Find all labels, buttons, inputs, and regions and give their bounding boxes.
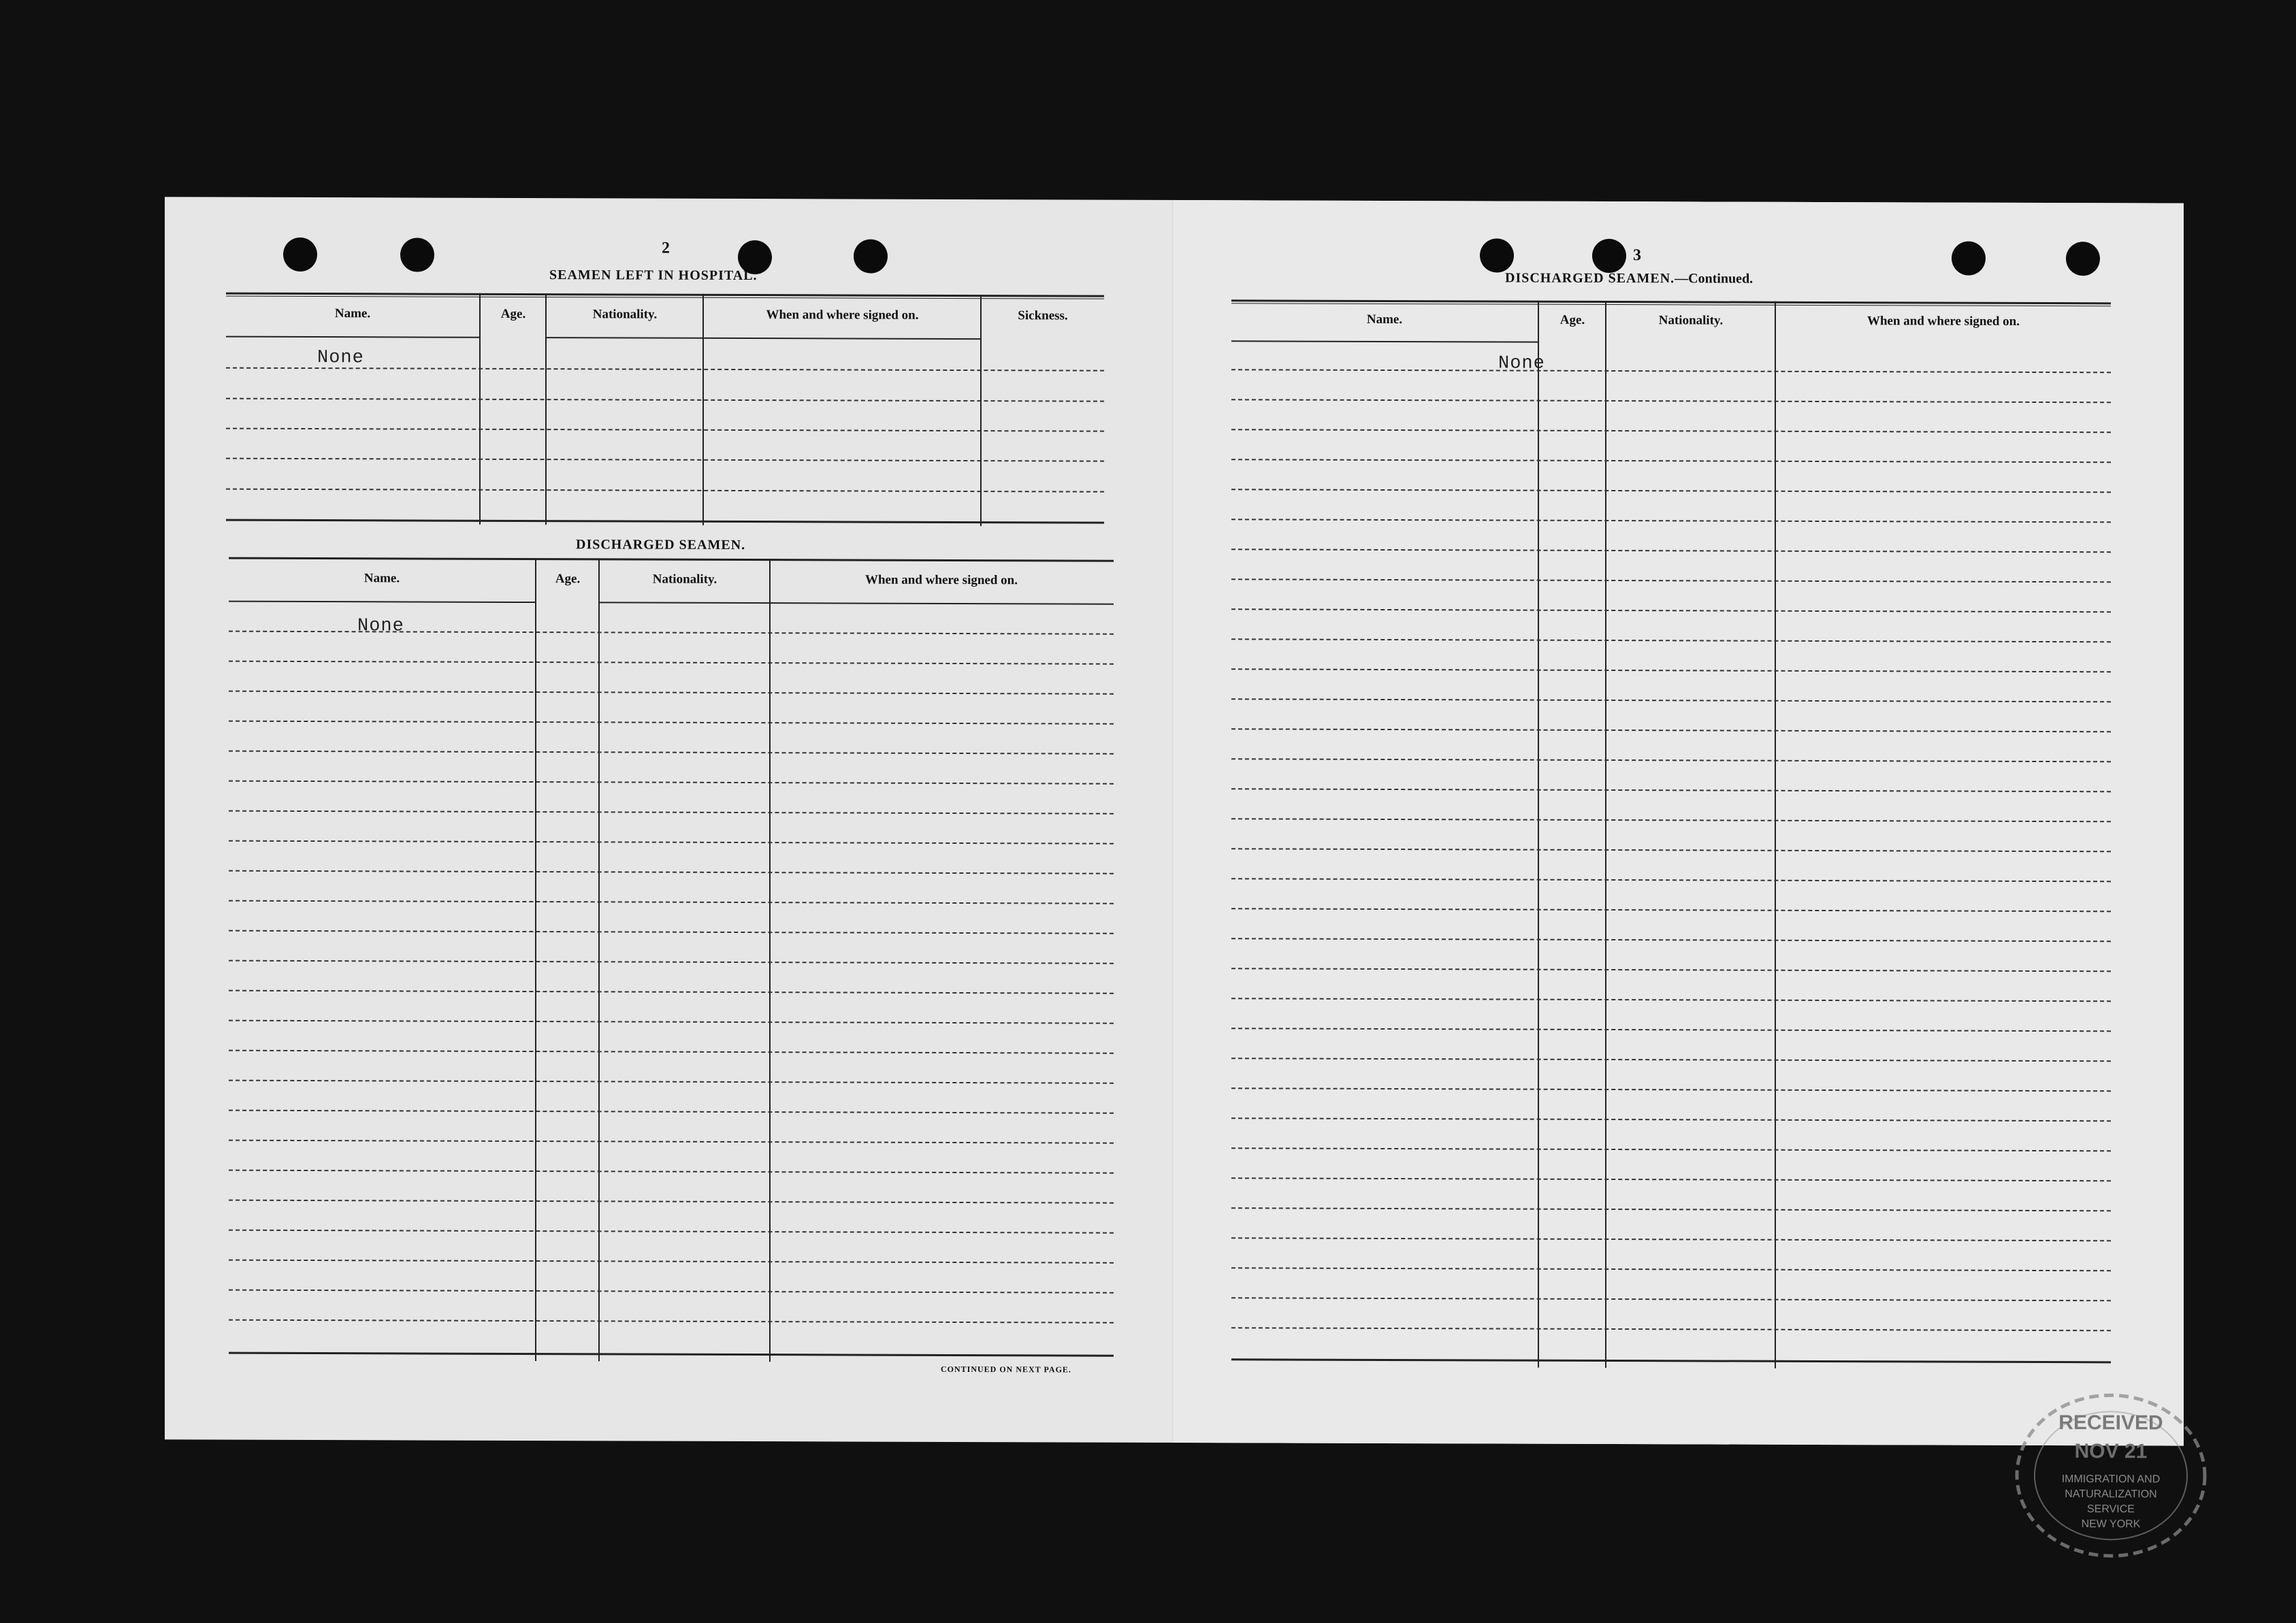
column-header-age: Age.: [500, 306, 526, 322]
stamp-line6: NEW YORK: [2081, 1518, 2141, 1530]
page-number: 3: [1633, 246, 1641, 265]
stamp-received: RECEIVED: [2058, 1411, 2163, 1435]
column-header-age: Age.: [1559, 312, 1585, 327]
column-header-name: Name.: [363, 571, 400, 586]
section-title-discharged-continued: [1505, 271, 1753, 287]
column-header-nationality: Nationality.: [1658, 313, 1724, 328]
column-header-nationality: Nationality.: [652, 572, 717, 587]
ledger-sheet: [165, 197, 2184, 1530]
punch-hole: [1952, 242, 1986, 276]
punch-hole: [854, 240, 888, 274]
right-page: [1174, 200, 2184, 1446]
continued-footer: CONTINUED ON NEXT PAGE.: [941, 1364, 1071, 1375]
page-number: 2: [662, 239, 670, 257]
left-page: [165, 197, 1174, 1443]
column-header-signed-on: When and where signed on.: [766, 308, 919, 323]
column-header-signed-on: When and where signed on.: [864, 572, 1018, 588]
punch-hole: [1592, 239, 1626, 273]
section-title-discharged: DISCHARGED SEAMEN.: [576, 537, 746, 553]
section-title-continued: —Continued.: [1675, 271, 1753, 286]
discharged-table: [229, 557, 1114, 1363]
column-header-age: Age.: [555, 572, 581, 587]
punch-hole: [400, 237, 434, 272]
column-header-name: Name.: [334, 306, 371, 321]
punch-hole: [283, 237, 317, 272]
hospital-table: [226, 293, 1104, 527]
punch-hole: [2066, 242, 2100, 276]
section-title-hospital: SEAMEN LEFT IN HOSPITAL.: [549, 267, 758, 284]
received-stamp: [2009, 1387, 2212, 1564]
column-header-nationality: Nationality.: [592, 307, 658, 322]
discharged-entry-none: None: [357, 616, 404, 637]
stamp-date: NOV 21: [2074, 1440, 2148, 1463]
discharged-continued-table: [1231, 299, 2111, 1369]
column-header-signed-on: When and where signed on.: [1866, 314, 2020, 329]
stamp-line3: IMMIGRATION AND: [2061, 1473, 2161, 1486]
discharged-continued-entry-none: None: [1498, 353, 1545, 374]
section-title-text: DISCHARGED SEAMEN.: [1505, 270, 1675, 286]
stamp-line5: SERVICE: [2087, 1503, 2135, 1515]
column-header-sickness: Sickness.: [1018, 308, 1068, 323]
hospital-entry-none: None: [317, 348, 364, 369]
stamp-line4: NATURALIZATION: [2065, 1488, 2157, 1501]
column-header-name: Name.: [1366, 312, 1403, 327]
punch-hole: [1480, 238, 1514, 272]
